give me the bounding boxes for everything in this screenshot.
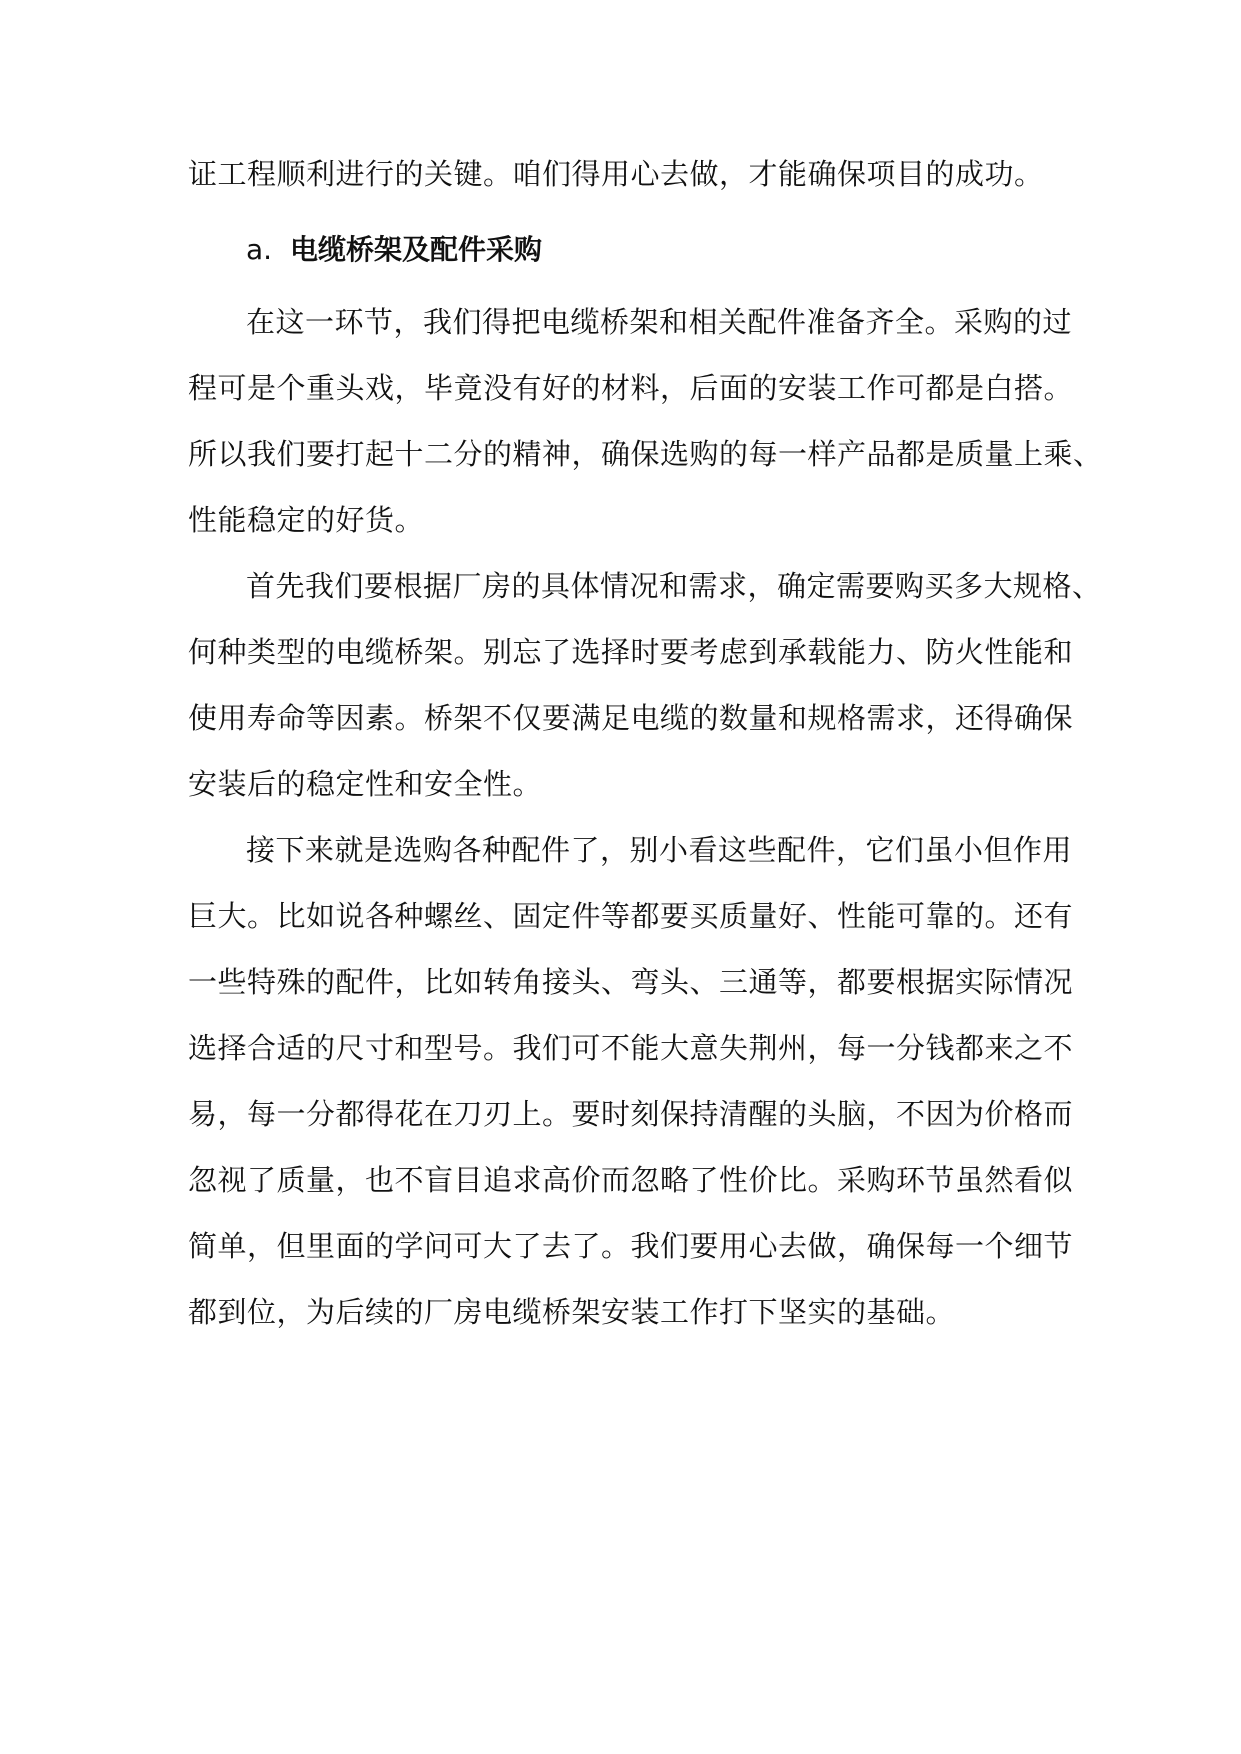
paragraph-line: 所以我们要打起十二分的精神，确保选购的每一样产品都是质量上乘、 [188,437,1103,471]
section-heading [246,230,542,270]
paragraph-line: 首先我们要根据厂房的具体情况和需求，确定需要购买多大规格、 [246,569,1102,603]
paragraph-line: 安装后的稳定性和安全性。 [188,767,543,801]
paragraph-line: 巨大。比如说各种螺丝、固定件等都要买质量好、性能可靠的。还有 [188,899,1074,933]
intro-line: 证工程顺利进行的关键。咱们得用心去做，才能确保项目的成功。 [188,157,1044,191]
paragraph-line: 程可是个重头戏，毕竟没有好的材料，后面的安装工作可都是白搭。 [188,371,1074,405]
paragraph-line: 简单，但里面的学问可大了去了。我们要用心去做，确保每一个细节 [188,1229,1074,1263]
paragraph-line: 易，每一分都得花在刀刃上。要时刻保持清醒的头脑，不因为价格而 [188,1097,1074,1131]
paragraph-line: 接下来就是选购各种配件了，别小看这些配件，它们虽小但作用 [246,833,1073,867]
paragraph-line: 在这一环节，我们得把电缆桥架和相关配件准备齐全。采购的过 [246,305,1073,339]
heading-marker: a. [246,233,273,266]
heading-title: 电缆桥架及配件采购 [290,233,543,266]
paragraph-line: 选择合适的尺寸和型号。我们可不能大意失荆州，每一分钱都来之不 [188,1031,1074,1065]
paragraph-line: 性能稳定的好货。 [188,503,425,537]
paragraph-line: 忽视了质量，也不盲目追求高价而忽略了性价比。采购环节虽然看似 [188,1163,1074,1197]
paragraph-line: 何种类型的电缆桥架。别忘了选择时要考虑到承载能力、防火性能和 [188,635,1074,669]
paragraph-line: 使用寿命等因素。桥架不仅要满足电缆的数量和规格需求，还得确保 [188,701,1074,735]
paragraph-line: 一些特殊的配件，比如转角接头、弯头、三通等，都要根据实际情况 [188,965,1074,999]
paragraph-line: 都到位，为后续的厂房电缆桥架安装工作打下坚实的基础。 [188,1295,956,1329]
